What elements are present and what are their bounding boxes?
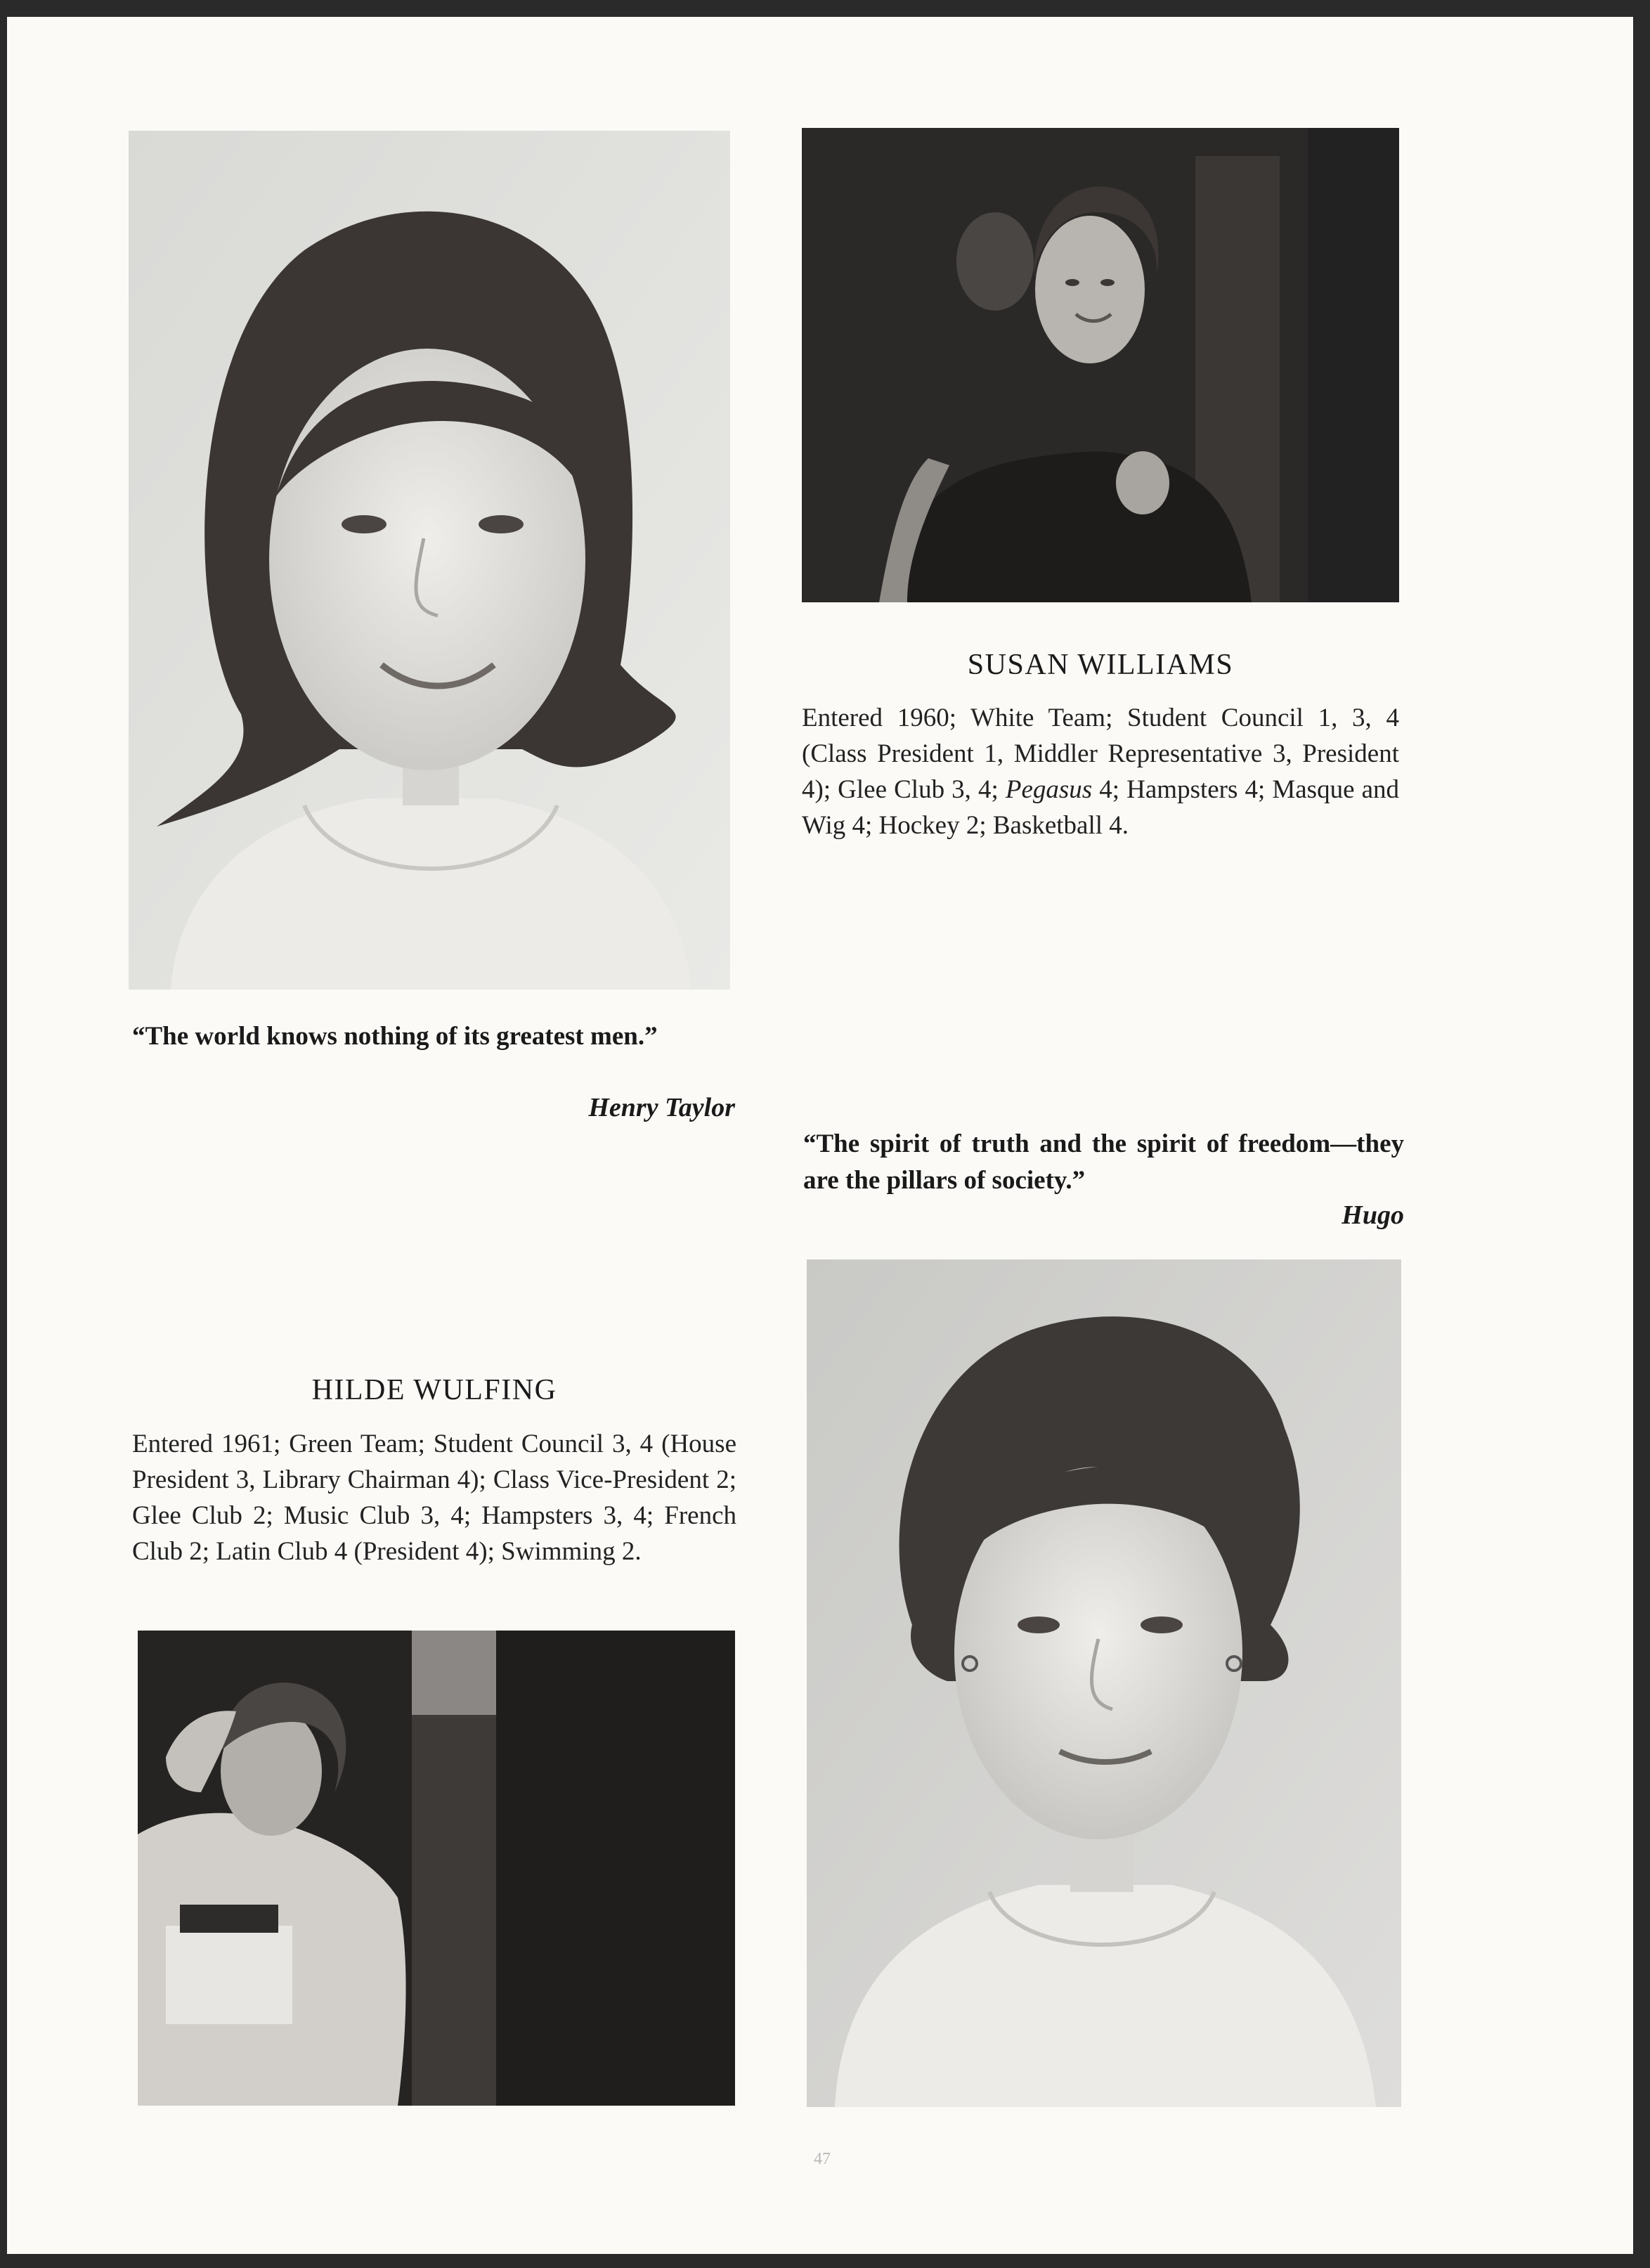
quote-author-susan-williams: Henry Taylor [588,1093,735,1122]
page-number: 47 [814,2150,831,2168]
portrait-photo-hilde-wulfing [807,1259,1401,2107]
yearbook-page [7,17,1633,2254]
quote-hilde-wulfing: “The spirit of truth and the spirit of freedom—they are the pillars of society.” [803,1129,1404,1195]
bio-text: Entered 1960; White Team; Student Council 1, 3, 4 (Class President 1, Middler Representative 3, President 4); Glee Club 3, 4; [802,704,1399,804]
quote-author-hilde-wulfing: Hugo [1342,1200,1404,1230]
bio-text-italic: Pegasus [1005,775,1093,804]
portrait-photo-susan-williams [129,131,730,990]
bio-text: 4; Hampsters 4; Masque and Wig 4; Hockey 2; Basketball 4. [802,775,1400,840]
student-bio-hilde-wulfing: Entered 1961; Green Team; Student Council 3, 4 (House President 3, Library Chairman 4); Class Vice-President 2; Glee Club 2; Music Club 3, 4; Hampsters 3, 4; French Club 2; Latin Club 4 (President 4); Swimming 2. [132,1430,736,1566]
student-name-hilde-wulfing: HILDE WULFING [311,1374,557,1406]
student-name-susan-williams: SUSAN WILLIAMS [967,649,1234,681]
quote-susan-williams: “The world knows nothing of its greatest men.” [132,1022,658,1051]
candid-photo-susan-williams [802,128,1399,602]
candid-photo-hilde-wulfing [138,1631,735,2106]
student-bio-susan-williams [802,700,1399,843]
